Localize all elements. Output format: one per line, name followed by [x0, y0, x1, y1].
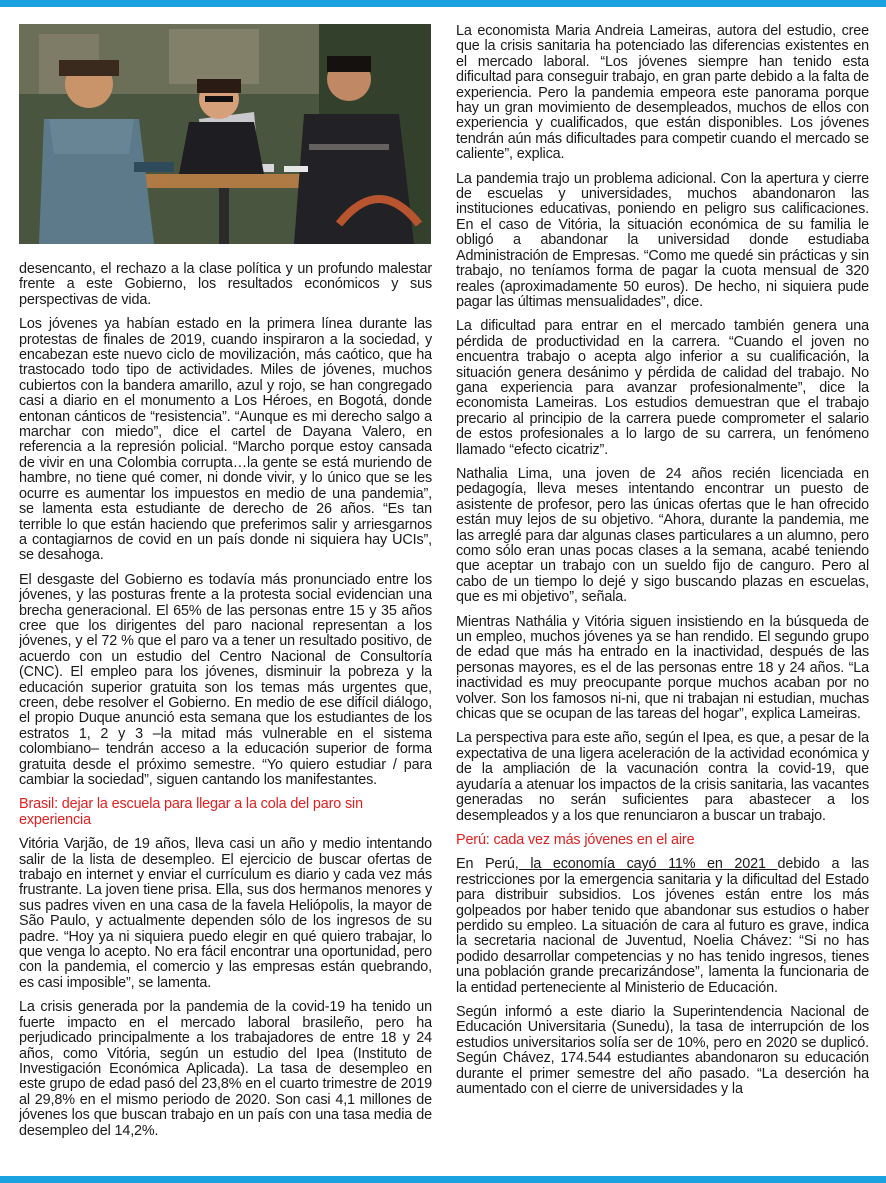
young-people-cafe-image — [19, 24, 431, 244]
paragraph: Vitória Varjão, de 19 años, lleva casi un año y medio intentando salir de la lista de desempleo. El ejercicio de buscar ofertas de trabajo en internet y enviar el currículum es diario y cada vez más frustrante. La joven tiene prisa. Ella, sus dos hermanos menores y sus padres viven en una casa de la favela Heliópolis, la mayor de São Paulo, y actualmente dependen sólo de los ingresos de su padre. “Hoy ya ni siquiera puedo elegir en qué quiero trabajar, lo que venga lo acepto. No era fácil encontrar una oportunidad, pero con la pandemia, el comercio y las empresas están quebrando, es casi imposible”, se lamenta. — [19, 836, 432, 991]
paragraph: Según informó a este diario la Superintendencia Nacional de Educación Universitaria (Sunedu), la tasa de interrupción de los estudios universitarios solía ser de 10%, pero en 2020 se duplicó. Según Chávez, 174.544 estudiantes abandonaron su educación durante el primer semestre del año pasado. “La deserción ha aumentado con el cierre de universidades y la — [456, 1003, 869, 1097]
paragraph-text: En Perú, — [456, 856, 519, 873]
section-subheading-peru: Perú: cada vez más jóvenes en el aire — [456, 831, 695, 848]
paragraph: Nathalia Lima, una joven de 24 años recién licenciada en pedagogía, lleva meses intentando encontrar un puesto de asistente de profesor, pero las únicas ofertas que le han ofrecido están muy lejos de su objetivo. “Ahora, durante la pandemia, me las arreglé para dar algunas clases particulares a un alumno, pero como sólo eran unas pocas clases a la semana, acabé teniendo que aceptar un trabajo con un sueldo fijo de canguro. Pero al cabo de un tiempo lo dejé y sigo buscando plazas en escuelas, que es mi objetivo”, señala. — [456, 465, 869, 606]
paragraph: La perspectiva para este año, según el Ipea, es que, a pesar de la expectativa de una ligera aceleración de la actividad económica y de la ampliación de la vacunación contra la covid-19, que ayudaría a atenuar los impactos de la crisis sanitaria, las vacantes generadas no serán suficientes para abastecer a los desempleados y a los que renunciaron a buscar un trabajo. — [456, 730, 869, 824]
paragraph: desencanto, el rechazo a la clase política y un profundo malestar frente a este Gobierno, los resultados económicos y sus perspectivas de vida. — [19, 261, 432, 308]
paragraph-text: debido a las restricciones por la emergencia sanitaria y la dificultad del Estado para distribuir subsidios. Los jóvenes están entre los más golpeados por haber tenido que abandonar sus estudios o haber perdido su empleo. La situación de cara al futuro es grave, indica la secretaria nacional de Juventud, Noelia Chávez: “Si no has podido desarrollar competencias y no has tenido ingresos, tienes una población grande precarizándose”, lamenta la funcionaria de la entidad perteneciente al Ministerio de Educación. — [456, 856, 869, 996]
right-column — [456, 24, 869, 1172]
paragraph — [456, 857, 869, 996]
article-photo — [19, 24, 431, 244]
economy-fell-link[interactable]: la economía cayó 11% en 2021 — [518, 856, 778, 873]
paragraph: La economista Maria Andreia Lameiras, autora del estudio, cree que la crisis sanitaria ha potenciado las diferencias existentes en el mercado laboral. “Los jóvenes siempre han tenido esta dificultad para conseguir trabajo, en gran parte debido a la falta de experiencia. Pero la pandemia empeora este panorama porque hay un gran movimiento de desempleados, muchos de ellos con experiencia y cualificados, que están disponibles. Los jóvenes tendrán aún más dificultades para competir cuando el mercado se caliente”, explica. — [456, 24, 869, 163]
paragraph: Los jóvenes ya habían estado en la primera línea durante las protestas de finales de 2019, cuando inspiraron a la sociedad, y encabezan este nuevo ciclo de movilización, más caótico, que ha trastocado todo tipo de actividades. Miles de jóvenes, muchos cubiertos con la bandera amarillo, azul y rojo, se han congregado casi a diario en el monumento a Los Héroes, en Bogotá, donde entonan cánticos de “resistencia”. “Aunque es mi derecho salgo a marchar con miedo”, dice el cartel de Dayana Valero, en referencia a la represión policial. “Marcho porque estoy cansada de vivir en una Colombia corrupta…la gente se está muriendo de hambre, no tiene qué comer, ni donde vivir, y lo único que se les ocurre es aumentar los impuestos en medio de una pandemia”, se lamenta esta estudiante de derecho de 26 años. “Es tan terrible lo que están haciendo que preferimos salir y arriesgarnos a contagiarnos de covid en un país donde ni siquiera hay UCIs”, se desahoga. — [19, 316, 432, 564]
paragraph: El desgaste del Gobierno es todavía más pronunciado entre los jóvenes, y las posturas frente a la protesta social evidencian una brecha generacional. El 65% de las personas entre 15 y 35 años cree que los dirigentes del paro nacional representan a los jóvenes, y el 72 % que el paro va a tener un resultado positivo, de acuerdo con un estudio del Centro Nacional de Consultoría (CNC). El empleo para los jóvenes, disminuir la pobreza y la educación superior gratuita son los temas más urgentes que, creen, debe resolver el Gobierno. En medio de ese difícil diálogo, el propio Duque anunció esta semana que los estudiantes de los estratos 1, 2 y 3 –la mitad más vulnerable en el sistema colombiano– tendrán acceso a la educación superior de forma gratuita desde el próximo semestre. “Yo quiero estudiar / para cambiar la sociedad”, siguen cantando los manifestantes. — [19, 571, 432, 788]
top-accent-bar — [0, 0, 886, 7]
paragraph: La crisis generada por la pandemia de la covid-19 ha tenido un fuerte impacto en el mercado laboral brasileño, pero ha perjudicado principalmente a los trabajadores de entre 18 y 24 años, como Vitória, según un estudio del Ipea (Instituto de Investigación Económica Aplicada). La tasa de desempleo en este grupo de edad pasó del 23,8% en el cuarto trimestre de 2019 al 29,8% en el mismo periodo de 2020. Son casi 4,1 millones de jóvenes los que buscan trabajo en un país con una tasa media de desempleo del 14,2%. — [19, 999, 432, 1139]
paragraph: Mientras Nathália y Vitória siguen insistiendo en la búsqueda de un empleo, muchos jóvenes ya se han rendido. El segundo grupo de edad que más ha entrado en la inactividad, después de las personas mayores, es el de las personas entre 18 y 24 años. “La inactividad es muy preocupante porque muchos acaban por no volver. Son los famosos ni-ni, que ni trabajan ni estudian, muchas chicas que se ocupan de las tareas del hogar”, explica Lameiras. — [456, 613, 869, 723]
left-column — [19, 24, 432, 1172]
paragraph: La pandemia trajo un problema adicional. Con la apertura y cierre de escuelas y universidades, muchos abandonaron las instituciones educativas, poniendo en peligro sus calificaciones. En el caso de Vitória, la situación económica de su familia le obligó a abandonar la universidad donde estudiaba Administración de Empresas. “Como me quedé sin prácticas y sin trabajo, no teníamos forma de pagar la cuota mensual de 320 reales (aproximadamente 50 euros). De hecho, ni siquiera pude pagar las últimas mensualidades”, dice. — [456, 170, 869, 310]
bottom-accent-bar — [0, 1176, 886, 1183]
section-subheading-brasil: Brasil: dejar la escuela para llegar a la cola del paro sin experiencia — [19, 796, 363, 828]
paragraph: La dificultad para entrar en el mercado también genera una pérdida de productividad en la carrera. “Cuando el joven no encuentra trabajo o acepta algo inferior a su cualificación, la situación genera desánimo y pérdida de calidad del trabajo. No gana experiencia para avanzar profesionalmente”, dice la economista Lameiras. Los estudios demuestran que el trabajo precario al principio de la carrera puede comprometer el salario de estos profesionales a lo largo de su carrera, un fenómeno llamado “efecto cicatriz”. — [456, 318, 869, 458]
